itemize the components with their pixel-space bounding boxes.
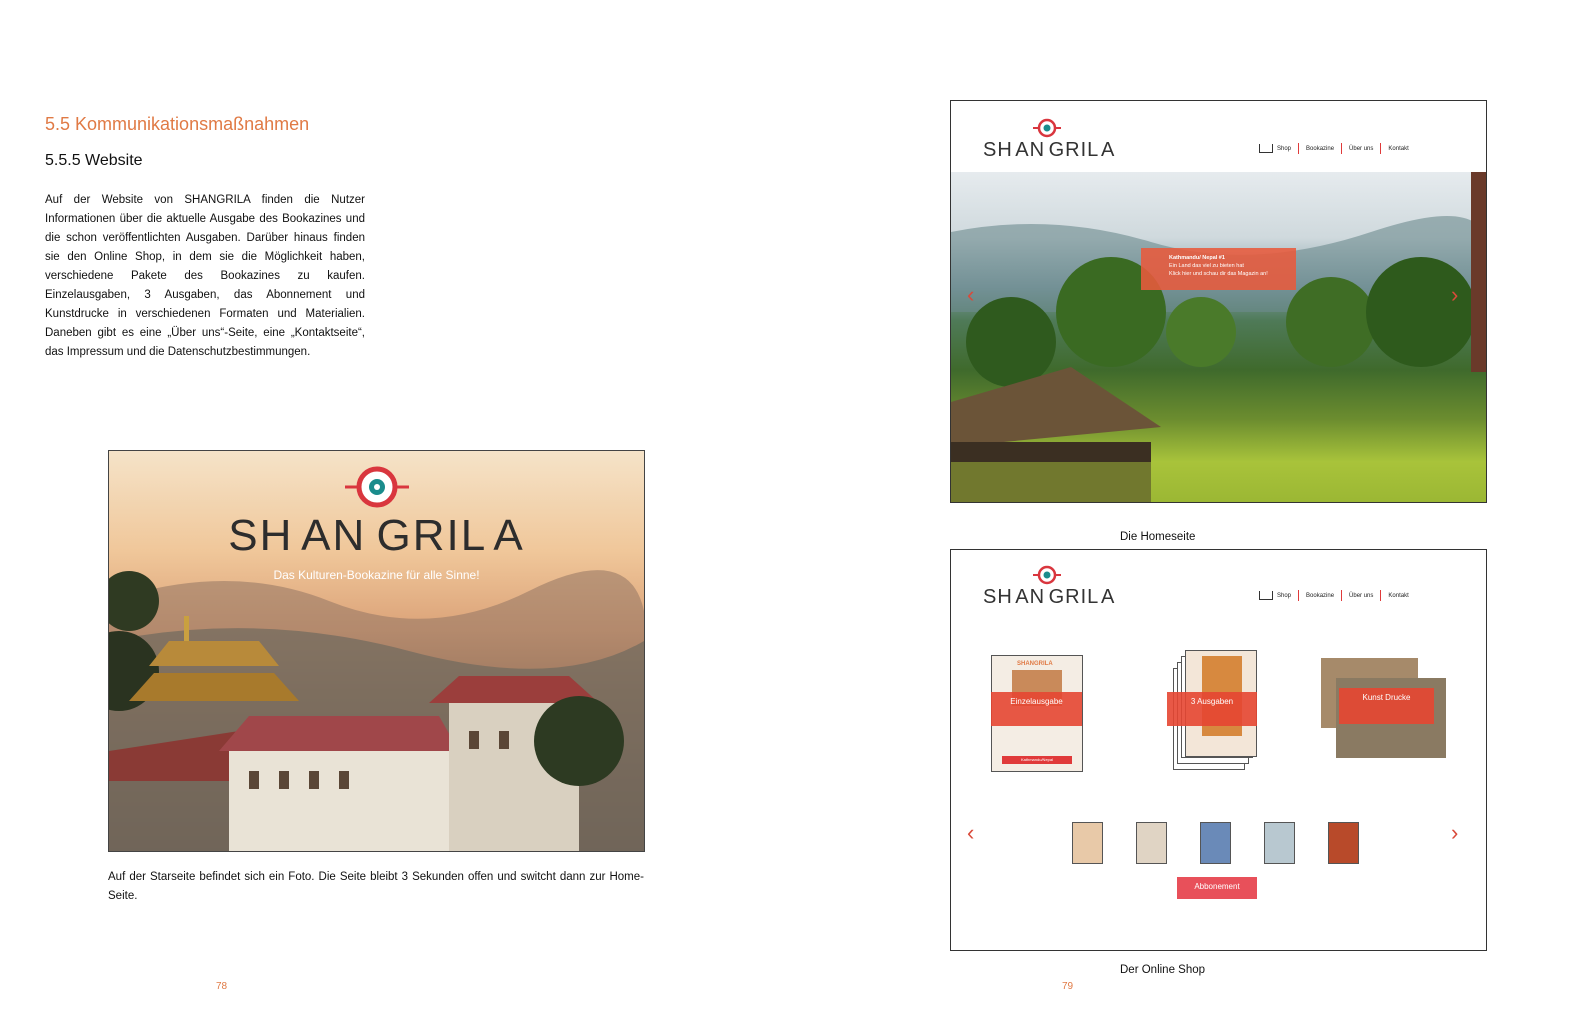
online-shop-mockup [950, 549, 1487, 951]
section-title: 5.5 Kommunikationsmaßnahmen [45, 114, 310, 134]
shop-prev-arrow-icon[interactable]: ‹ [967, 820, 975, 845]
nav-ueber-uns[interactable]: Über uns [1349, 145, 1374, 152]
nav-divider [1380, 143, 1381, 154]
page-number-right: 79 [1062, 981, 1074, 992]
cart-icon[interactable] [1259, 144, 1273, 153]
hero-prev-arrow-icon[interactable]: ‹ [967, 282, 975, 307]
start-page-mockup [108, 450, 645, 852]
page-number-left: 78 [216, 981, 228, 992]
nav-ueber-uns[interactable]: Über uns [1349, 592, 1374, 599]
abo-thumbnail-5[interactable] [1328, 822, 1359, 864]
abo-thumbnail-3[interactable] [1200, 822, 1231, 864]
logo-icon [345, 469, 409, 505]
nav-divider [1341, 590, 1342, 601]
nav-divider [1341, 143, 1342, 154]
nav-divider [1298, 590, 1299, 601]
abo-thumbnail-2[interactable] [1136, 822, 1167, 864]
start-brand-wordmark: SH AN GRIL A [228, 511, 525, 560]
shop-next-arrow-icon[interactable]: › [1451, 820, 1459, 845]
home-logo-icon [1031, 117, 1063, 139]
home-hero-image [951, 172, 1486, 502]
shop-logo-icon [1031, 564, 1063, 586]
homepage-caption: Die Homeseite [1120, 531, 1196, 543]
nav-shop[interactable]: Shop [1277, 592, 1292, 599]
hero-box-title: Kathmandu/ Nepal #1 [1169, 255, 1225, 261]
home-brand-wordmark: SH AN GRIL A [983, 139, 1116, 161]
hero-illustration [951, 172, 1486, 502]
nav-bookazine[interactable]: Bookazine [1306, 592, 1335, 599]
cover-brand: SHANGRILA [1017, 661, 1053, 667]
homepage-mockup [950, 100, 1487, 503]
sub-title: 5.5.5 Website [45, 152, 143, 169]
nav-shop[interactable]: Shop [1277, 145, 1292, 152]
shop-brand-wordmark: SH AN GRIL A [983, 586, 1116, 608]
start-tagline: Das Kulturen-Bookazine für alle Sinne! [273, 568, 480, 582]
product-label-einzelausgabe[interactable]: Einzelausgabe [991, 692, 1082, 726]
nav-kontakt[interactable]: Kontakt [1388, 145, 1409, 152]
cover-subtitle: Kathmandu/Nepal [1002, 756, 1072, 764]
nav-bookazine[interactable]: Bookazine [1306, 145, 1335, 152]
abo-thumbnail-1[interactable] [1072, 822, 1103, 864]
product-label-3-ausgaben[interactable]: 3 Ausgaben [1167, 692, 1257, 726]
shop-nav [1259, 590, 1409, 601]
abonnement-button[interactable]: Abbonement [1177, 877, 1257, 899]
hero-box-line1: Ein Land das viel zu bieten hat [1169, 263, 1244, 269]
abo-thumbnail-4[interactable] [1264, 822, 1295, 864]
home-nav [1259, 143, 1409, 154]
nav-divider [1380, 590, 1381, 601]
start-page-caption: Auf der Starseite befindet sich ein Foto. Die Seite bleibt 3 Sekunden offen und switcht dann zur Home-Seite. [108, 871, 644, 902]
cart-icon[interactable] [1259, 591, 1273, 600]
body-paragraph: Auf der Website von SHANGRILA finden die Nutzer Informationen über die aktuelle Ausgabe des Bookazines und die schon veröffentlichten Ausgaben. Darüber hinaus finden sie den Online Shop, in dem sie die Möglichkeit haben, verschiedene Pakete des Bookazines zu kaufen. Einzelausgaben, 3 Ausgaben, das Abonnement und Kunstdrucke in verschiedenen Formaten und Materialien. Daneben gibt es eine „Über uns“-Seite, eine „Kontaktseite“, das Impressum und die Datenschutzbestimmungen. [45, 194, 365, 358]
nav-divider [1298, 143, 1299, 154]
online-shop-caption: Der Online Shop [1120, 964, 1206, 976]
hero-teaser-box[interactable] [1141, 248, 1296, 290]
hero-box-line2: Klick hier und schau dir das Magazin an! [1169, 271, 1268, 277]
product-label-kunst-drucke[interactable]: Kunst Drucke [1339, 688, 1434, 724]
hero-next-arrow-icon[interactable]: › [1451, 282, 1459, 307]
nav-kontakt[interactable]: Kontakt [1388, 592, 1409, 599]
